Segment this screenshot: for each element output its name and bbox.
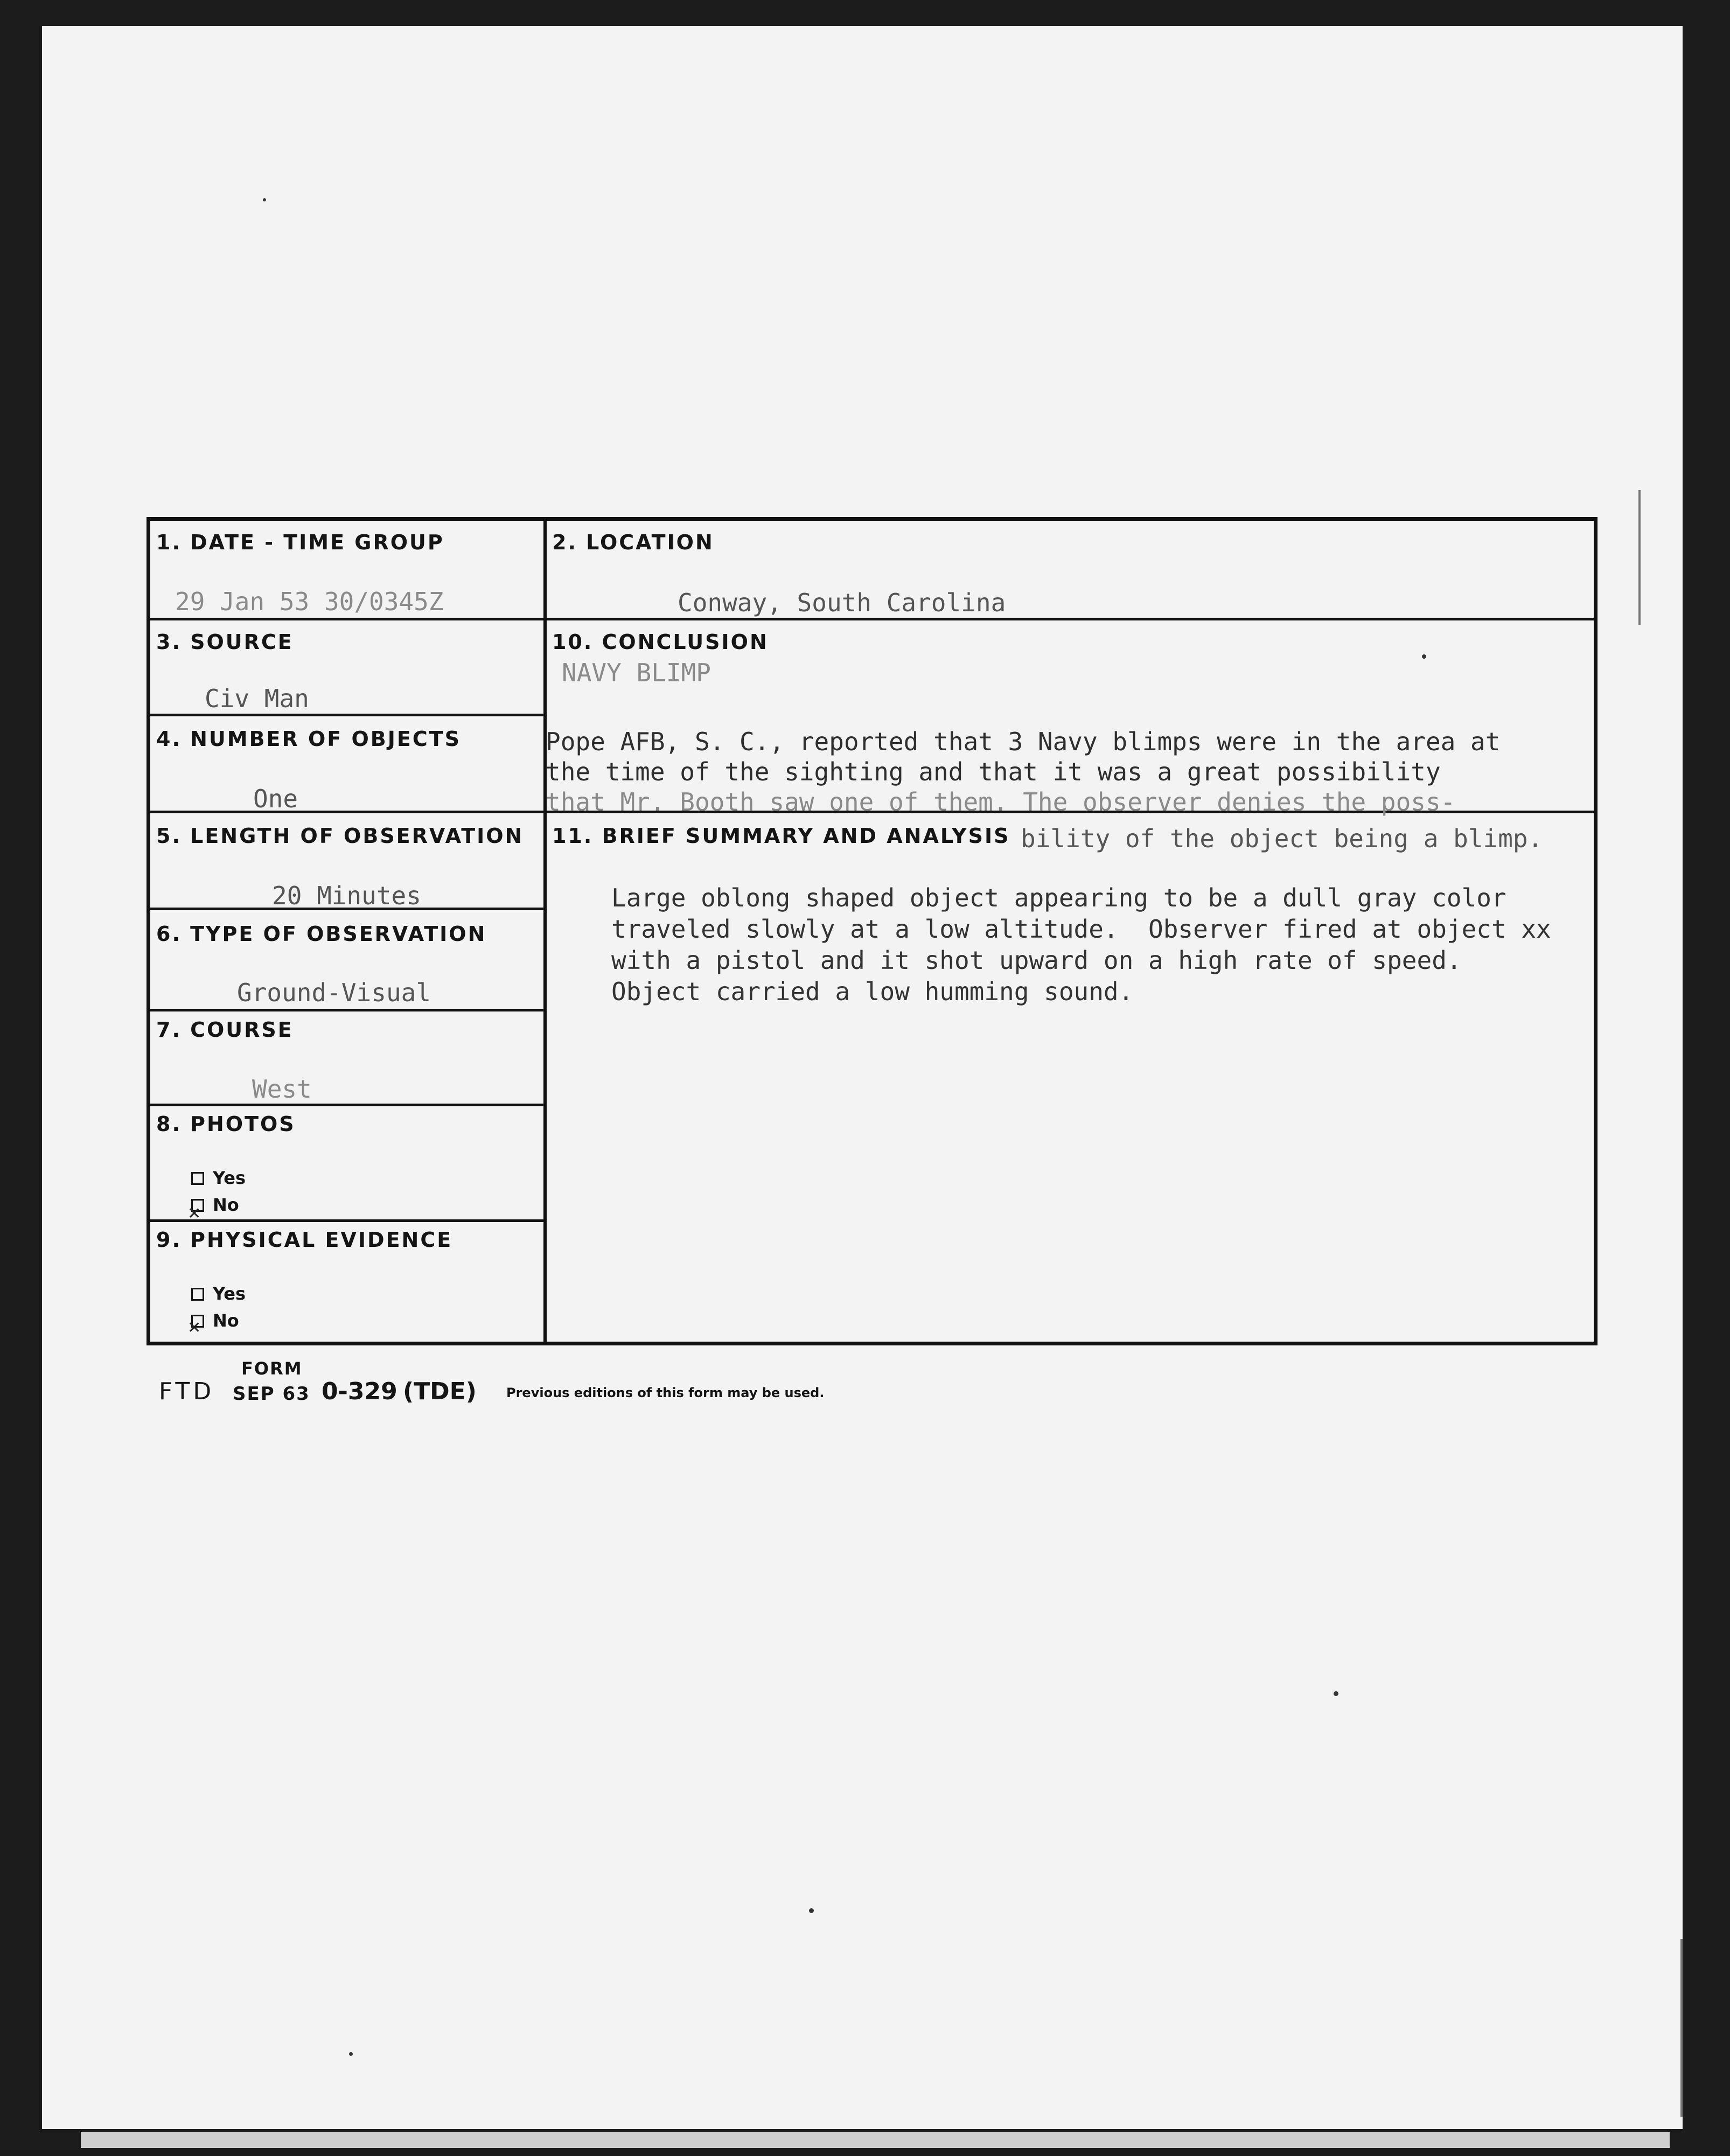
conclusion-label: 10. CONCLUSION xyxy=(552,630,769,654)
conclusion-note-line: that Mr. Booth saw one of them. The observer denies the poss- xyxy=(546,787,1456,817)
page-edge-mark xyxy=(1638,490,1641,625)
summary-line: traveled slowly at a low altitude. Observer fired at object xx xyxy=(611,915,1551,944)
location-value: Conway, South Carolina xyxy=(678,588,1006,617)
summary-line: Object carried a low humming sound. xyxy=(611,977,1134,1006)
footer-office: (TDE) xyxy=(403,1378,477,1405)
row-divider xyxy=(150,714,546,716)
length-of-observation-value: 20 Minutes xyxy=(272,881,421,910)
summary-line: Large oblong shaped object appearing to be a dull gray color xyxy=(611,883,1506,912)
dust-speck xyxy=(263,198,266,201)
check-mark-icon: ✕ xyxy=(187,1318,201,1337)
page-edge-mark xyxy=(1680,1939,1683,2117)
footer-note: Previous editions of this form may be used. xyxy=(506,1385,825,1400)
checkbox[interactable] xyxy=(191,1172,204,1185)
conclusion-note-line: Pope AFB, S. C., reported that 3 Navy blimps were in the area at xyxy=(546,727,1501,756)
photos-yes-option[interactable] xyxy=(191,1168,246,1188)
row-divider xyxy=(150,1104,546,1106)
row-divider xyxy=(150,1009,546,1011)
type-of-observation-label: 6. TYPE OF OBSERVATION xyxy=(156,922,487,946)
row-divider xyxy=(150,618,1594,620)
footer-edition: SEP 63 xyxy=(233,1383,310,1405)
source-value: Civ Man xyxy=(205,684,309,713)
checkbox[interactable] xyxy=(191,1288,204,1301)
check-mark-icon: ✕ xyxy=(187,1204,201,1223)
course-value: West xyxy=(252,1074,312,1104)
course-label: 7. COURSE xyxy=(156,1018,294,1042)
dust-speck xyxy=(809,1908,814,1913)
summary-text xyxy=(611,882,1551,1007)
number-of-objects-label: 4. NUMBER OF OBJECTS xyxy=(156,727,462,751)
footer-form-number: 0-329 xyxy=(322,1378,397,1405)
option-label: No xyxy=(213,1195,239,1215)
dust-speck xyxy=(349,2052,353,2056)
date-time-group-label: 1. DATE - TIME GROUP xyxy=(156,531,444,554)
dust-speck xyxy=(1422,654,1426,659)
option-label: No xyxy=(213,1310,239,1331)
conclusion-note-line: the time of the sighting and that it was a great possibility xyxy=(546,757,1441,786)
conclusion-value: NAVY BLIMP xyxy=(562,658,711,687)
physical-evidence-label: 9. PHYSICAL EVIDENCE xyxy=(156,1228,453,1252)
conclusion-note-line: bility of the object being a blimp. xyxy=(1021,824,1543,853)
type-of-observation-value: Ground-Visual xyxy=(237,978,431,1007)
option-label: Yes xyxy=(213,1283,246,1304)
location-label: 2. LOCATION xyxy=(552,531,714,554)
footer-agency: FTD xyxy=(159,1378,215,1405)
summary-label: 11. BRIEF SUMMARY AND ANALYSIS xyxy=(552,824,1010,848)
dust-speck xyxy=(1334,1691,1338,1696)
footer-form-word: FORM xyxy=(241,1358,303,1379)
length-of-observation-label: 5. LENGTH OF OBSERVATION xyxy=(156,824,524,848)
film-edge xyxy=(81,2132,1670,2148)
physical-evidence-yes-option[interactable] xyxy=(191,1283,246,1304)
date-time-group-value: 29 Jan 53 30/0345Z xyxy=(175,587,444,616)
source-label: 3. SOURCE xyxy=(156,630,294,654)
row-divider xyxy=(150,1219,546,1222)
summary-line: with a pistol and it shot upward on a high rate of speed. xyxy=(611,946,1462,975)
option-label: Yes xyxy=(213,1168,246,1188)
column-divider xyxy=(543,521,547,1342)
photos-label: 8. PHOTOS xyxy=(156,1112,296,1136)
number-of-objects-value: One xyxy=(253,784,298,813)
